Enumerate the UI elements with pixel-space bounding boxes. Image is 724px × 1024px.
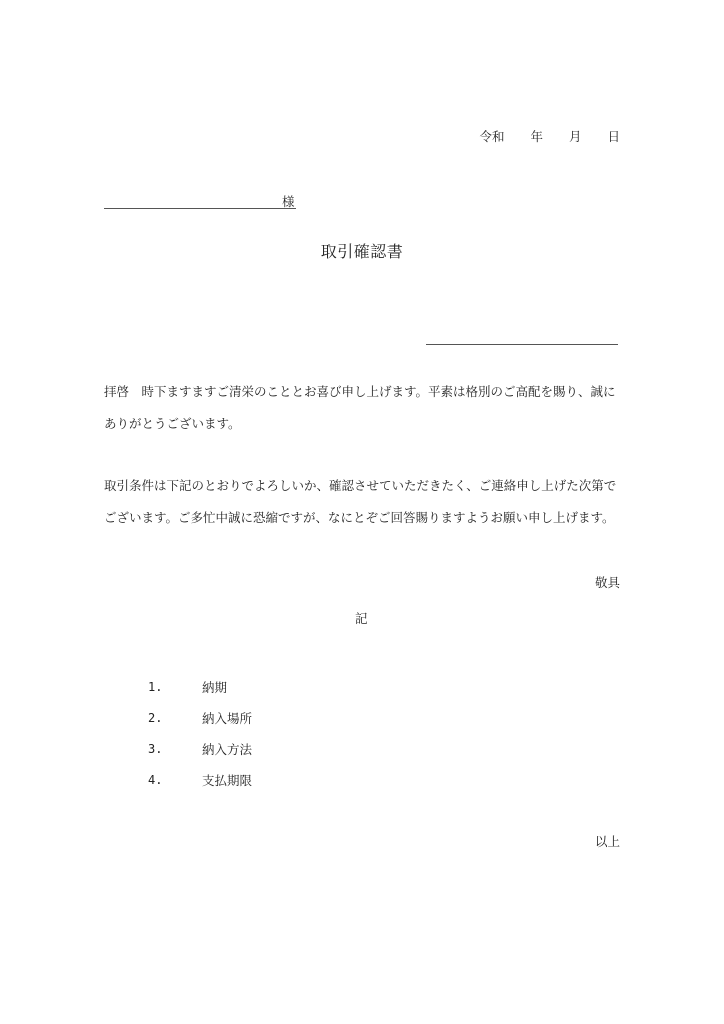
item-label: 納入場所	[202, 710, 253, 726]
date-era: 令和	[479, 129, 505, 144]
item-label: 納入方法	[202, 741, 253, 757]
item-number: 2.	[148, 710, 163, 725]
item-number: 3.	[148, 741, 163, 756]
item-label: 納期	[202, 679, 228, 695]
list-item	[148, 764, 252, 795]
date-month-label: 月	[568, 129, 582, 144]
recipient-name-line	[104, 208, 296, 209]
recipient-honorific: 様	[282, 194, 295, 209]
list-item	[148, 733, 252, 764]
date-year-label: 年	[530, 129, 543, 144]
document-title: 取引確認書	[320, 242, 404, 261]
item-number: 4.	[148, 772, 163, 787]
ki-heading: 記	[355, 611, 368, 626]
item-label: 支払期限	[202, 772, 253, 788]
item-list	[148, 671, 252, 795]
list-item	[148, 702, 252, 733]
date-day-label: 日	[607, 129, 620, 144]
date-line	[479, 127, 620, 145]
closing-keigu: 敬具	[594, 575, 620, 590]
item-number: 1.	[148, 679, 163, 694]
body-paragraph: 取引条件は下記のとおりでよろしいか、確認させていただきたく、ご連絡申し上げた次第でございます。ご多忙中誠に恐縮ですが、なにとぞご回答賜りますようお願い申し上げます。	[104, 478, 617, 525]
list-item	[148, 671, 252, 702]
sender-name-line	[426, 344, 618, 345]
greeting-paragraph: 拝啓 時下ますますご清栄のこととお喜び申し上げます。平素は格別のご高配を賜り、誠にありがとうございます。	[104, 384, 616, 431]
end-ijou: 以上	[594, 834, 620, 849]
